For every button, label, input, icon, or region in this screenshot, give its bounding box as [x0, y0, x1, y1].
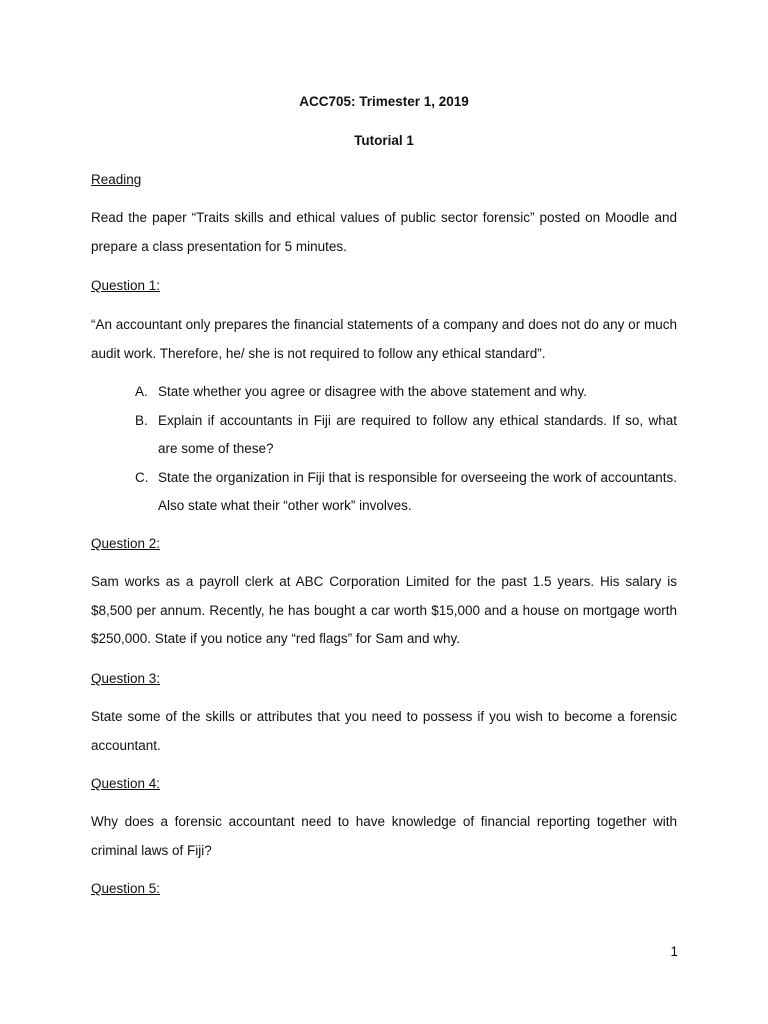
list-marker: A. — [135, 384, 148, 399]
question-1-heading: Question 1: — [91, 278, 161, 293]
question-5-heading: Question 5: — [91, 881, 161, 896]
question-2-heading: Question 2: — [91, 536, 161, 551]
question-3-heading: Question 3: — [91, 671, 161, 686]
reading-text: Read the paper “Traits skills and ethical values of public sector forensic” posted on Moodle and prepare a class presentation for 5 minutes. — [91, 210, 677, 254]
list-item-text: State whether you agree or disagree with the above statement and why. — [158, 384, 588, 399]
question-4-heading: Question 4: — [91, 776, 161, 791]
list-item — [135, 378, 677, 407]
question-1-text: “An accountant only prepares the financial statements of a company and does not do any or much audit work. Therefore, he/ she is not required to follow any ethical standard”. — [91, 317, 677, 361]
list-item — [135, 464, 677, 521]
course-title: ACC705: Trimester 1, 2019 — [299, 94, 469, 109]
list-marker: C. — [135, 469, 149, 485]
question-2-text: Sam works as a payroll clerk at ABC Corporation Limited for the past 1.5 years. His salary is $8,500 per annum. Recently, he has bought a car worth $15,000 and a house on mortgage worth $250,000. State if you notice any “red flags” for Sam and why. — [91, 574, 677, 646]
question-3-text: State some of the skills or attributes that you need to possess if you wish to become a forensic accountant. — [91, 709, 677, 753]
page-number: 1 — [670, 944, 678, 959]
reading-heading: Reading — [91, 172, 142, 187]
list-item — [135, 407, 677, 464]
question-4-text: Why does a forensic accountant need to have knowledge of financial reporting together with criminal laws of Fiji? — [91, 814, 677, 858]
list-marker: B. — [135, 412, 148, 428]
list-item-text: Explain if accountants in Fiji are required to follow any ethical standards. If so, what are some of these? — [158, 412, 677, 456]
list-item-text: State the organization in Fiji that is responsible for overseeing the work of accountants. Also state what their “other work” involves. — [158, 469, 677, 513]
question-1-list — [135, 378, 677, 521]
tutorial-title: Tutorial 1 — [354, 133, 414, 148]
